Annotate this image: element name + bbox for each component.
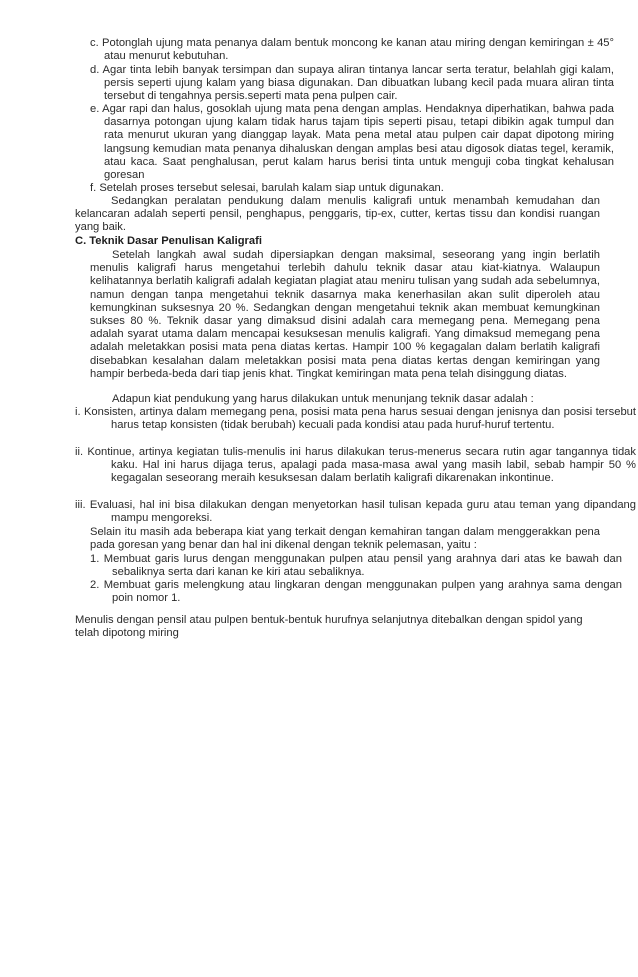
list-item-c: c. Potonglah ujung mata penanya dalam bentuk moncong ke kanan atau miring dengan kemiringan ± 45° atau menurut kebutuhan. — [90, 37, 614, 63]
list-item-iii: iii. Evaluasi, hal ini bisa dilakukan dengan menyetorkan hasil tulisan kepada guru atau teman yang dipandang mampu mengoreksi. — [75, 499, 636, 525]
list-item-ii: ii. Kontinue, artinya kegiatan tulis-menulis ini harus dilakukan terus-menerus secara rutin agar tangannya tidak kaku. Hal ini harus dijaga terus, apalagi pada masa-masa awal yang masih labil, sebab hampir 50 % kegagalan seseorang meraih kesuksesan dalam berlatih kaligrafi dikarenakan inkontinue. — [75, 446, 636, 485]
paragraph-kiat: Adapun kiat pendukung yang harus dilakukan untuk menunjang teknik dasar adalah : — [112, 393, 534, 405]
list-item-i: i. Konsisten, artinya dalam memegang pena, posisi mata pena harus sesuai dengan jenisnya dan posisi tersebut harus tetap konsisten (tidak berubah) kecuali pada kondisi atau pada huruf-huruf tertentu. — [75, 406, 636, 432]
list-item-1: 1. Membuat garis lurus dengan menggunakan pulpen atau pensil yang arahnya dari atas ke bawah dan sebaliknya serta dari kanan ke kiri atau sebaliknya. — [90, 553, 622, 579]
paragraph-teknik: Setelah langkah awal sudah dipersiapkan dengan maksimal, seseorang yang ingin berlatih menulis kaligrafi harus mengetahui terlebih dahulu teknik dasar atau kiat-kiatnya. Walaupun kelihatannya berlatih kaligrafi adalah kegiatan plagiat atau meniru tulisan yang sudah ada sebelumnya, namun dengan tanpa mengetahui teknik dasarnya maka kenerhasilan akan sulit diperoleh atau kemungkinan suksesnya 20 %. Sedangkan dengan mengetahui teknik akan membuat kemungkinan sukses 80 %. Teknik dasar yang dimaksud disini adalah cara memegang pena. Memegang pena adalah syarat utama dalam mencapai kesuksesan menulis kaligrafi. Yang dimaksud memegang pena adalah meletakkan posisi mata pena diatas kertas. Hampir 100 % kegagalan dalam berlatih kaligrafi disebabkan kesalahan dalam meletakkan posisi mata pena diatas kertas dengan kemiringan yang hampir berbeda-beda dari tiap jenis khat. Tingkat kemiringan mata pena telah disinggung diatas. — [90, 249, 600, 380]
list-item-2: 2. Membuat garis melengkung atau lingkaran dengan menggunakan pulpen yang arahnya sama dengan poin nomor 1. — [90, 579, 622, 605]
list-item-d: d. Agar tinta lebih banyak tersimpan dan supaya aliran tintanya lancar serta teratur, belahlah gigi kalam, persis seperti ujung kalam yang biasa digunakan. Dan dibuatkan lubang kecil pada muara aliran tinta tersebut di tengahnya persis.seperti mata pena pulpen cair. — [90, 64, 614, 103]
section-heading: C. Teknik Dasar Penulisan Kaligrafi — [75, 235, 262, 247]
paragraph-selain: Selain itu masih ada beberapa kiat yang terkait dengan kemahiran tangan dalam menggerakkan pena pada goresan yang benar dan hal ini dikenal dengan teknik pelemasan, yaitu : — [90, 526, 600, 552]
list-item-e: e. Agar rapi dan halus, gosoklah ujung mata pena dengan amplas. Hendaknya diperhatikan, bahwa pada dasarnya potongan ujung kalam tidak harus tajam tipis seperti pisau, tetapi dibikin agak tumpul dan rata menurut ukuran yang dianggap layak. Mata pena metal atau pulpen cair dapat dipotong miring langsung kemudian mata penanya dihaluskan dengan amplas besi atau digosok diatas tegel, keramik, atau kaca. Saat penghalusan, perut kalam harus berisi tinta untuk menguji coba tingkat kehalusan goresan — [90, 103, 614, 182]
list-item-f: f. Setelah proses tersebut selesai, barulah kalam siap untuk digunakan. — [90, 182, 444, 194]
paragraph-final: Menulis dengan pensil atau pulpen bentuk-bentuk hurufnya selanjutnya ditebalkan dengan spidol yang telah dipotong miring — [75, 614, 583, 640]
paragraph-tools: Sedangkan peralatan pendukung dalam menulis kaligrafi untuk menambah kemudahan dan kelancaran adalah seperti pensil, penghapus, penggaris, tip-ex, cutter, kertas tissu dan kondisi ruangan yang baik. — [75, 195, 600, 234]
